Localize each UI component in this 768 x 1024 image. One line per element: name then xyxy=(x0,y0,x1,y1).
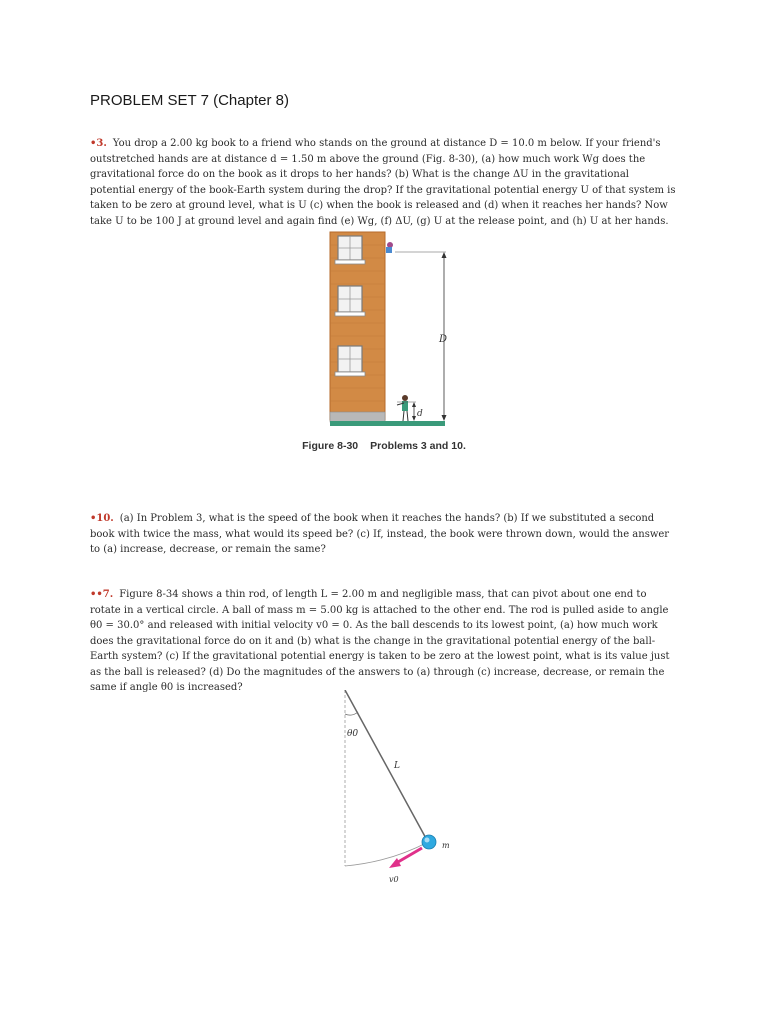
page-title: PROBLEM SET 7 (Chapter 8) xyxy=(90,92,289,109)
rod xyxy=(345,690,428,842)
caption-text: Problems 3 and 10. xyxy=(370,440,466,452)
label-d: d xyxy=(417,409,423,419)
label-theta: θ0 xyxy=(347,729,359,739)
problem-number: ••7. xyxy=(90,589,114,600)
ground xyxy=(330,421,445,426)
problem-number: •10. xyxy=(90,513,114,524)
swing-arc xyxy=(345,842,428,866)
label-v0: v0 xyxy=(389,875,399,884)
problem-text: (a) In Problem 3, what is the speed of the book when it reaches the hands? (b) If we substituted a second book with twice the mass, what would its speed be? (c) If, instead, the book were thrown down, would the answer to (a) increase, decrease, or remain the same? xyxy=(90,513,670,555)
problem-10 xyxy=(90,511,676,558)
problem-text: You drop a 2.00 kg book to a friend who stands on the ground at distance D = 10.0 m below. If your friend's outstretched hands are at distance d = 1.50 m above the ground (Fig. 8-30), (a) how much work Wg does the gravitational force do on the book as it drops to her hands? (b) What is the change ΔU in the gravitational potential energy of the book-Earth system during the drop? If the gravitational potential energy U of that system is taken to be zero at ground level, what is U (c) when the book is released and (d) when it reaches her hands? Now take U to be 100 J at ground level and again find (e) Wg, (f) ΔU, (g) U at the release point, and (h) U at her hands. xyxy=(90,138,676,227)
problem-text: Figure 8-34 shows a thin rod, of length L = 2.00 m and negligible mass, that can pivot about one end to rotate in a vertical circle. A ball of mass m = 5.00 kg is attached to the other end. The rod is pulled aside to angle θ0 = 30.0° and released with initial velocity v0 = 0. As the ball descends to its lowest point, (a) how much work does the gravitational force do on it and (b) what is the change in the gravitational potential energy of the ball-Earth system? (c) If the gravitational potential energy is taken to be zero at the lowest point, what is its value just as the ball is released? (d) Do the magnitudes of the answers to (a) through (c) increase, decrease, or remain the same if angle θ0 is increased? xyxy=(90,589,670,693)
friend xyxy=(402,395,408,401)
label-D: D xyxy=(439,334,448,345)
caption-label: Figure 8-30 xyxy=(302,440,359,452)
figure-8-30 xyxy=(0,0,768,440)
problem-number: •3. xyxy=(90,138,107,149)
problem-7 xyxy=(90,587,676,696)
figure-8-34 xyxy=(0,690,768,890)
figure-caption xyxy=(0,440,768,452)
ball xyxy=(422,835,436,849)
label-m: m xyxy=(442,841,450,850)
label-L: L xyxy=(394,761,400,771)
